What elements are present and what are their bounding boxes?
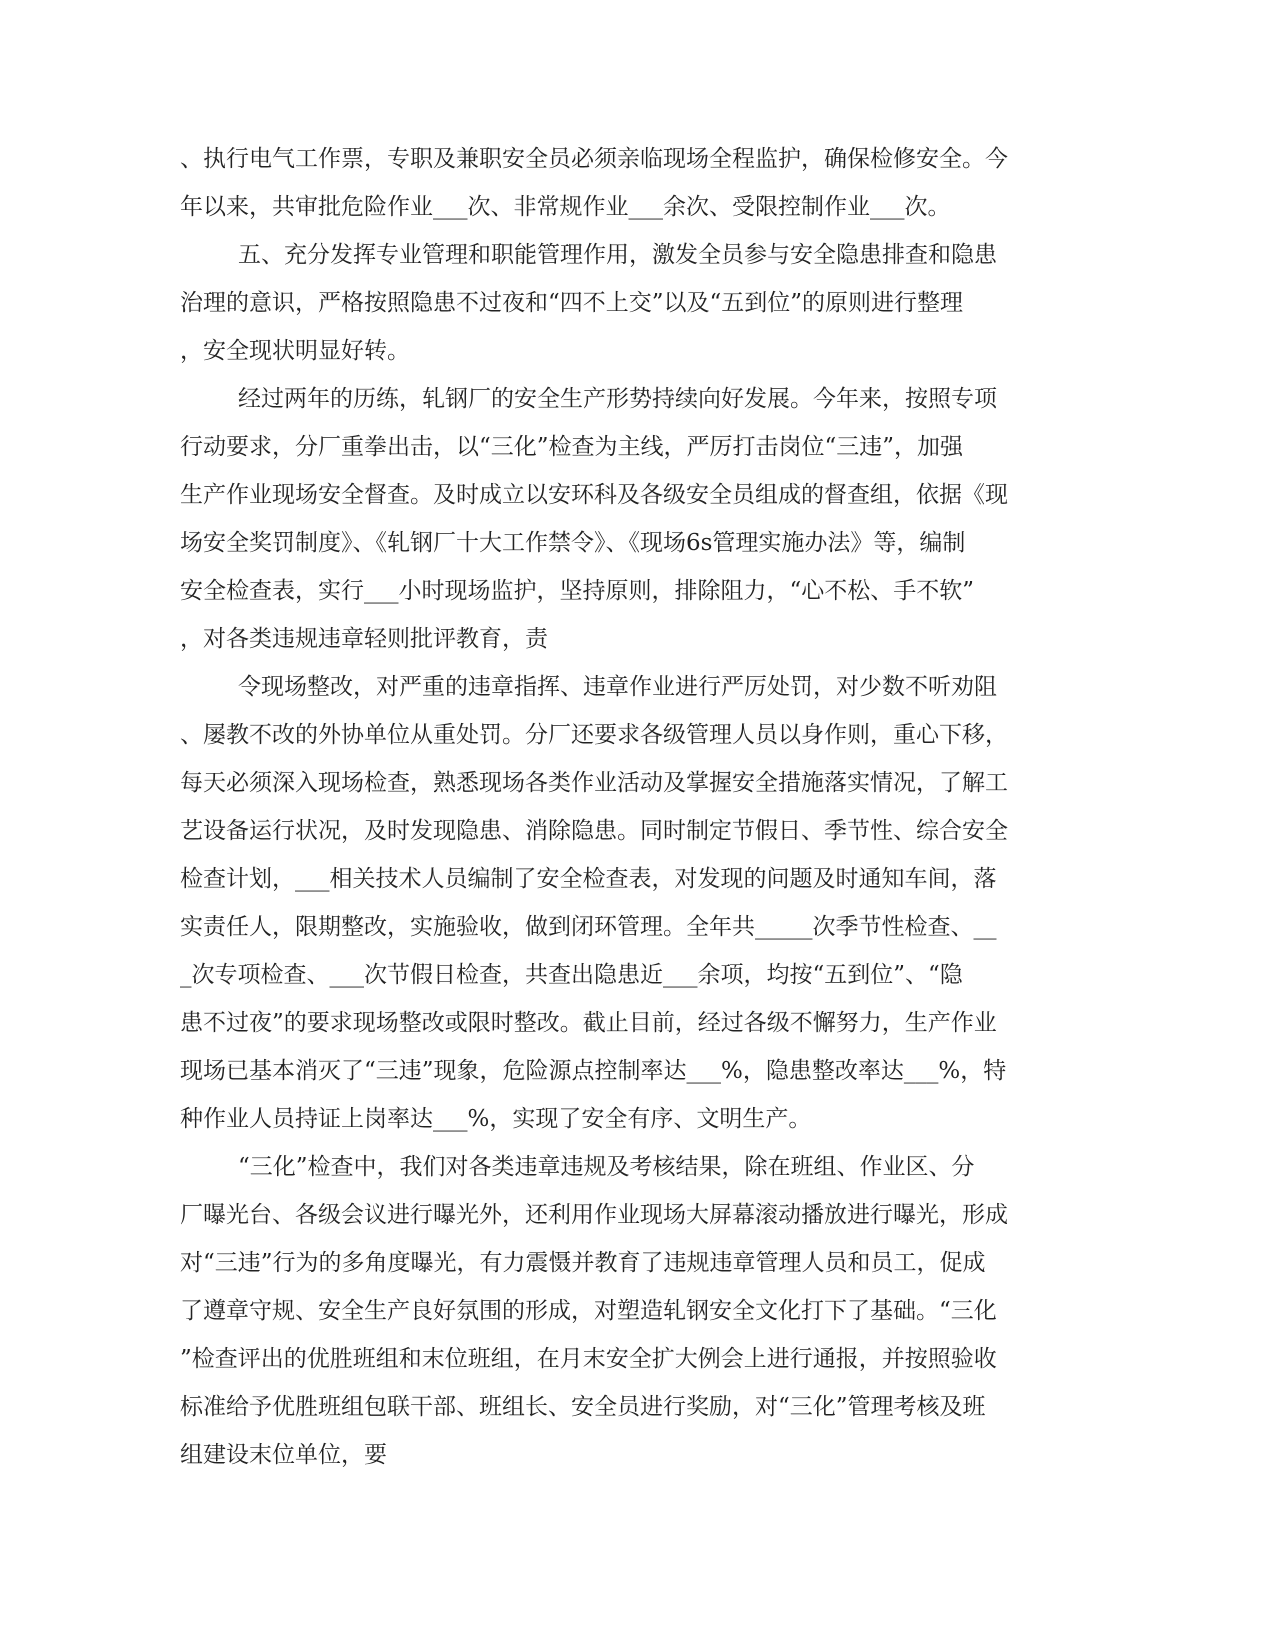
text-line: 场安全奖罚制度》、《轧钢厂十大工作禁令》、《现场6s管理实施办法》等，编制	[180, 530, 966, 556]
text-line: 种作业人员持证上岗率达___%，实现了安全有序、文明生产。	[180, 1106, 812, 1132]
text-line: 患不过夜”的要求现场整改或限时整改。截止目前，经过各级不懈努力，生产作业	[180, 1010, 997, 1036]
text-line: 艺设备运行状况，及时发现隐患、消除隐患。同时制定节假日、季节性、综合安全	[180, 818, 1008, 844]
text-line: 年以来，共审批危险作业___次、非常规作业___余次、受限控制作业___次。	[180, 194, 951, 220]
paragraph-1	[180, 135, 1050, 231]
document-body	[180, 135, 1050, 1479]
text-line: 实责任人，限期整改，实施验收，做到闭环管理。全年共_____次季节性检查、__	[180, 914, 997, 940]
text-line: 了遵章守规、安全生产良好氛围的形成，对塑造轧钢安全文化打下了基础。“三化	[180, 1298, 997, 1324]
text-line: 标准给予优胜班组包联干部、班组长、安全员进行奖励，对“三化”管理考核及班	[180, 1394, 986, 1420]
text-line: 治理的意识，严格按照隐患不过夜和“四不上交”以及“五到位”的原则进行整理	[180, 290, 964, 316]
text-line: 组建设末位单位，要	[180, 1442, 387, 1468]
text-line: 、屡教不改的外协单位从重处罚。分厂还要求各级管理人员以身作则，重心下移，	[180, 722, 1008, 748]
text-line: 、执行电气工作票，专职及兼职安全员必须亲临现场全程监护，确保检修安全。今	[180, 146, 1008, 172]
text-line: 令现场整改，对严重的违章指挥、违章作业进行严厉处罚，对少数不听劝阻	[238, 674, 997, 700]
text-line: 五、充分发挥专业管理和职能管理作用，激发全员参与安全隐患排查和隐患	[238, 242, 997, 268]
text-line: ，安全现状明显好转。	[180, 338, 410, 364]
text-line: 每天必须深入现场检查，熟悉现场各类作业活动及掌握安全措施落实情况，了解工	[180, 770, 1008, 796]
text-line: 经过两年的历练，轧钢厂的安全生产形势持续向好发展。今年来，按照专项	[238, 386, 997, 412]
text-line: 生产作业现场安全督查。及时成立以安环科及各级安全员组成的督查组，依据《现	[180, 482, 1008, 508]
text-line: ，对各类违规违章轻则批评教育，责	[180, 626, 548, 652]
paragraph-5	[180, 1143, 1050, 1479]
text-line: 现场已基本消灭了“三违”现象，危险源点控制率达___%，隐患整改率达___%，特	[180, 1058, 1007, 1084]
text-line: 厂曝光台、各级会议进行曝光外，还利用作业现场大屏幕滚动播放进行曝光，形成	[180, 1202, 1008, 1228]
paragraph-4	[180, 663, 1050, 1143]
text-line: _次专项检查、___次节假日检查，共查出隐患近___余项，均按“五到位”、“隐	[180, 962, 963, 988]
paragraph-2	[180, 231, 1050, 375]
text-line: 行动要求，分厂重拳出击，以“三化”检查为主线，严厉打击岗位“三违”，加强	[180, 434, 964, 460]
text-line: 安全检查表，实行___小时现场监护，坚持原则，排除阻力，“心不松、手不软”	[180, 578, 975, 604]
paragraph-3	[180, 375, 1050, 663]
text-line: “三化”检查中，我们对各类违章违规及考核结果，除在班组、作业区、分	[238, 1154, 975, 1180]
text-line: 检查计划，___相关技术人员编制了安全检查表，对发现的问题及时通知车间，落	[180, 866, 997, 892]
text-line: 对“三违”行为的多角度曝光，有力震慑并教育了违规违章管理人员和员工，促成	[180, 1250, 986, 1276]
text-line: ”检查评出的优胜班组和末位班组，在月末安全扩大例会上进行通报，并按照验收	[180, 1346, 997, 1372]
